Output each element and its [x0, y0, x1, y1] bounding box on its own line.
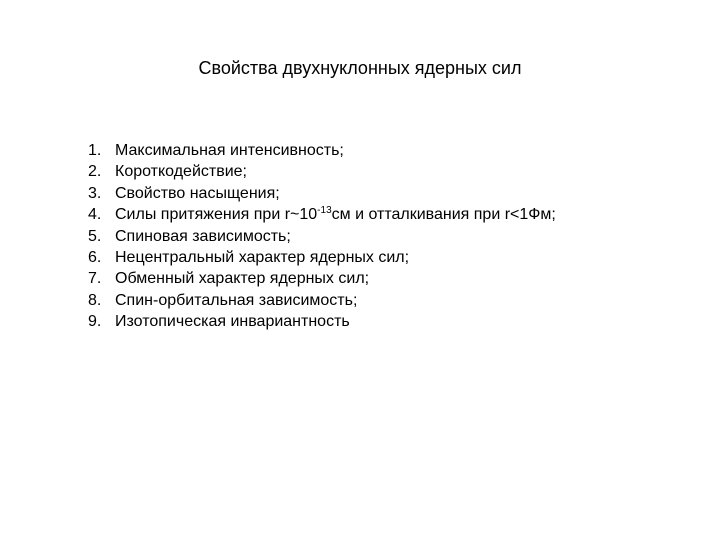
list-item: [88, 183, 556, 204]
list-item-text: Обменный характер ядерных сил;: [115, 270, 370, 288]
list-item-text: Изотопическая инвариантность: [115, 313, 350, 331]
list-item: [88, 204, 556, 225]
list-item-number: 3.: [88, 184, 102, 202]
list-item-number: 6.: [88, 249, 102, 267]
list-item: [88, 161, 556, 182]
list-item-text: Спиновая зависимость;: [115, 227, 291, 245]
text-before-exponent: Силы притяжения при r~10: [115, 206, 318, 224]
list-item-number: 2.: [88, 163, 102, 181]
list-item-text: Короткодействие;: [115, 163, 247, 181]
list-item-text: Свойство насыщения;: [115, 184, 280, 202]
list-item-number: 7.: [88, 270, 102, 288]
list-item: [88, 140, 556, 161]
list-item: [88, 247, 556, 268]
list-item-number: 1.: [88, 142, 102, 159]
list-item-number: 8.: [88, 291, 102, 309]
list-item: [88, 268, 556, 289]
list-item-number: 4.: [88, 206, 102, 224]
list-item: [88, 226, 556, 247]
properties-list: [88, 140, 556, 333]
list-item: [88, 311, 556, 332]
list-item: [88, 290, 556, 311]
slide-title: Свойства двухнуклонных ядерных сил: [198, 58, 522, 78]
list-item-text: Максимальная интенсивность;: [115, 142, 344, 159]
list-item-text: Спин-орбитальная зависимость;: [115, 291, 358, 309]
exponent: -13: [317, 205, 332, 217]
list-item-text: Нецентральный характер ядерных сил;: [115, 249, 410, 267]
text-after-exponent: см и отталкивания при r<1Фм;: [331, 206, 556, 224]
list-item-text: [115, 204, 556, 225]
list-item-number: 5.: [88, 227, 102, 245]
list-item-number: 9.: [88, 313, 102, 331]
